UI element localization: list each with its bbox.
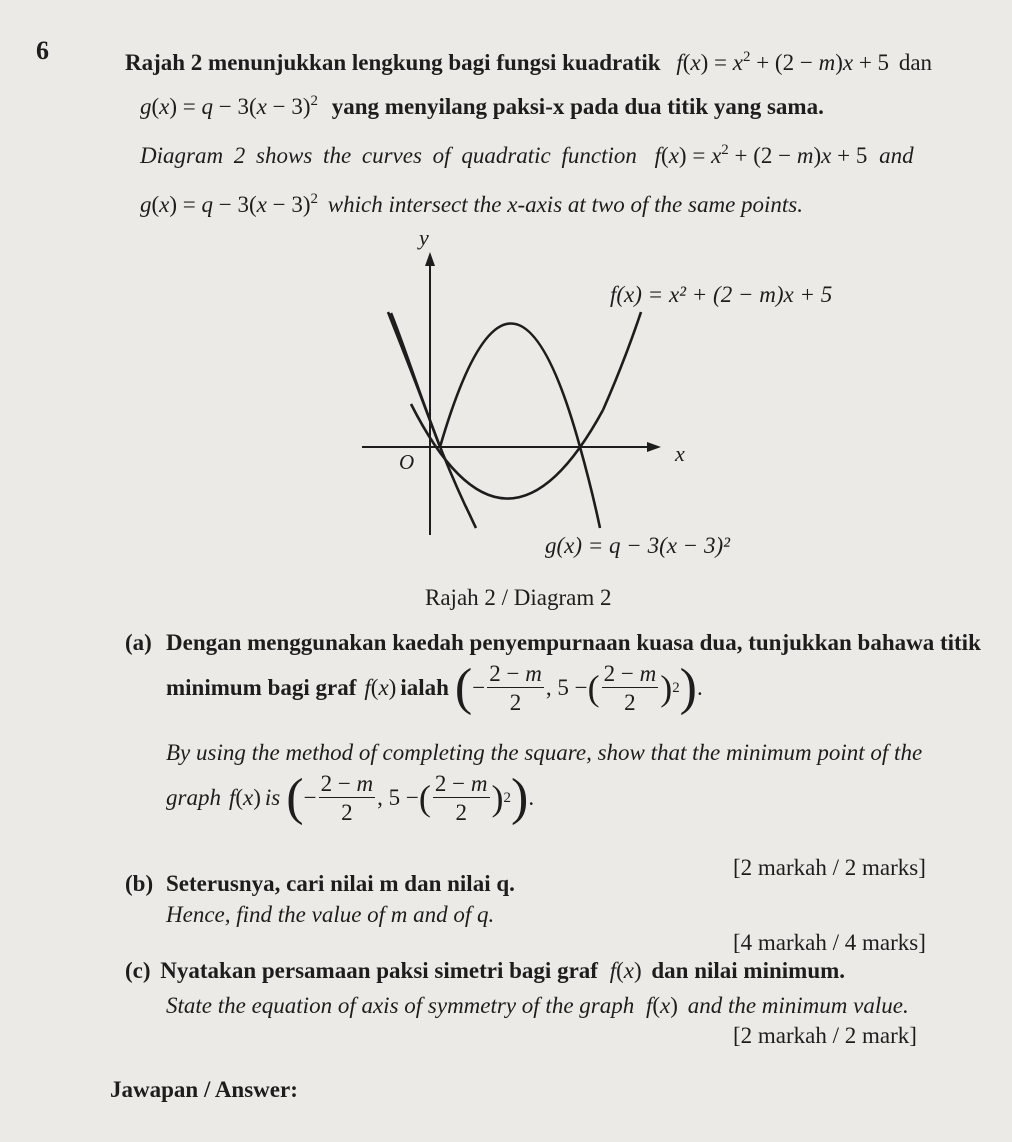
quadratic-diagram [355,222,875,567]
f-formula-en: $f(x) = x^2 + (2 - m)x + 5$ [654,142,868,168]
part-c-ms-text: Nyatakan persamaan paksi simetri bagi graf [160,958,598,983]
y-label: y [419,225,429,250]
part-c-en-text: State the equation of axis of symmetry of the graph [166,993,635,1018]
f-of-x-c-en: f(x) [645,993,678,1018]
g-formula: $g(x) = q - 3(x - 3)^2$ [140,93,318,119]
intro-ms-line2-text: yang menyilang paksi-x pada dua titik yang sama. [331,94,824,119]
part-c-en [166,993,909,1019]
intro-ms-line2 [140,94,824,120]
part-a-label: (a) [125,630,152,655]
intro-en-line1-and: and [879,143,914,168]
part-a-en-line1: By using the method of completing the square, show that the minimum point of the [166,740,923,765]
f-of-x-c: f(x) [609,958,642,983]
part-b-en: Hence, find the value of m and of q. [166,902,495,927]
part-b-marks: [4 markah / 4 marks] [733,930,926,955]
part-a-en-line2 [166,769,535,826]
minimum-point-en: ( − $\frac{2 - m}{2}$ , 5 − ( $\frac{2 - m}{2}$ ) 2 ) . [286,769,535,826]
part-c-marks: [2 markah / 2 mark] [733,1023,917,1048]
intro-en-line2-text: which intersect the x-axis at two of the same points. [327,192,804,217]
f-of-x: f(x) [364,675,397,700]
part-a-en-line2-text: graph [166,785,221,810]
origin-label: O [399,450,415,474]
diagram-caption: Rajah 2 / Diagram 2 [425,585,612,610]
part-a-ms-line2 [166,659,703,716]
g-curve-label: g(x) = q − 3(x − 3)² [545,533,731,558]
part-a-en-line2-is: is [264,785,281,810]
part-b-ms: Seterusnya, cari nilai m dan nilai q. [166,871,515,896]
g-curve-left [388,312,440,447]
intro-ms-line1-text: Rajah 2 menunjukkan lengkung bagi fungsi kuadratik [125,50,661,75]
part-a-ms-line2-ialah: ialah [400,675,449,700]
f-formula: $f(x) = x^2 + (2 - m)x + 5$ [676,49,890,75]
f-of-x-en: f(x) [228,785,261,810]
part-c-label: (c) [125,958,151,983]
part-c-ms-post: dan nilai minimum. [651,958,846,983]
g-curve [391,313,476,528]
g-formula-en: $g(x) = q - 3(x - 3)^2$ [140,191,318,217]
x-axis-arrow-icon [647,442,661,452]
intro-en-line1-text: Diagram 2 shows the curves of quadratic function [140,143,637,168]
part-a-ms-line2-text: minimum bagi graf [166,675,357,700]
f-curve-right [603,312,641,410]
part-a-marks: [2 markah / 2 marks] [733,855,926,880]
part-b-label: (b) [125,871,154,896]
question-number: 6 [36,36,49,65]
part-c-ms [125,958,845,984]
intro-ms-line1-dan: dan [898,50,933,75]
part-a-ms-line1: Dengan menggunakan kaedah penyempurnaan kuasa dua, tunjukkan bahawa titik [166,630,981,655]
f-curve [411,404,603,499]
minimum-point-ms: ( − $\frac{2 - m}{2}$ , 5 − ( $\frac{2 - m}{2}$ ) 2 ) . [454,659,703,716]
intro-en-line2 [140,192,803,218]
part-c-en-post: and the minimum value. [687,993,909,1018]
intro-en-line1 [140,143,914,169]
y-axis-arrow-icon [425,252,435,266]
intro-ms-line1 [125,50,932,76]
x-label: x [675,441,685,466]
answer-label: Jawapan / Answer: [110,1077,298,1102]
f-curve-label: f(x) = x² + (2 − m)x + 5 [610,282,833,307]
